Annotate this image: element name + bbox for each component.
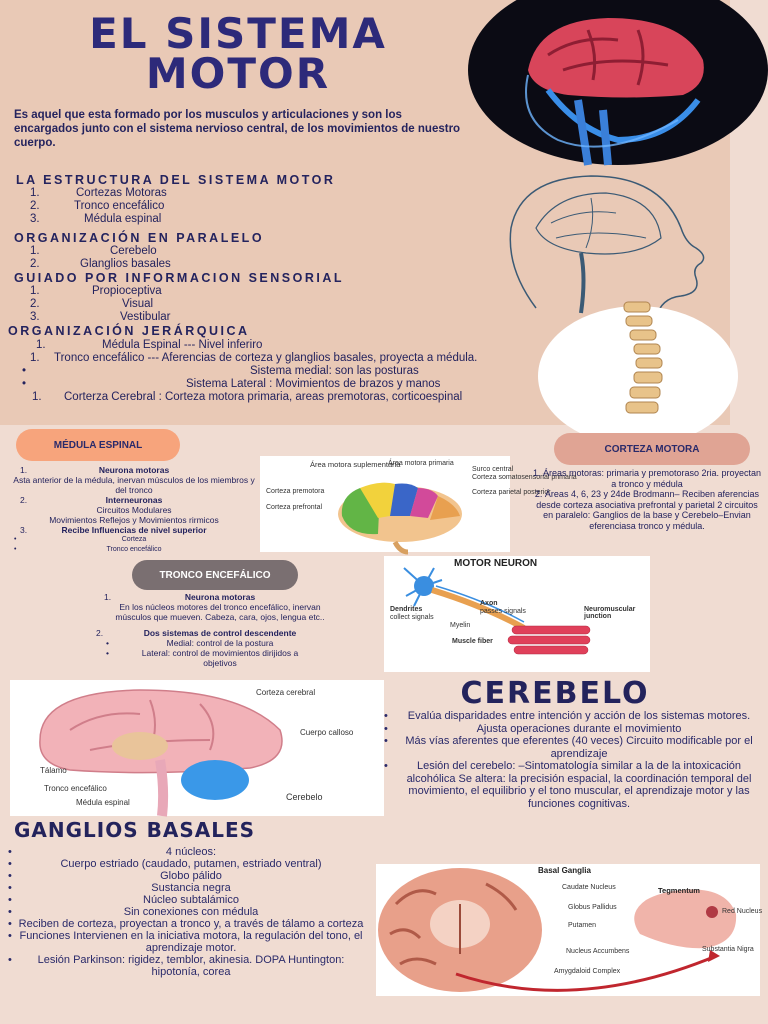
list-item: 2. Visual [30, 298, 154, 310]
cerebelo-title: CEREBELO [460, 676, 650, 711]
label-axon-sub: passes signals [480, 608, 526, 615]
list-item: 1. Neurona motoras [104, 592, 256, 602]
brain-skull-image [468, 0, 768, 165]
medula-list [10, 465, 258, 555]
cerebelo-list [384, 710, 764, 810]
list-item: 2. Dos sistemas de control descendente [96, 628, 297, 638]
list-item: • Sistema medial: son las posturas [22, 365, 419, 377]
sensorial-list [30, 285, 330, 324]
label-corteza-prefrontal: Corteza prefrontal [266, 504, 323, 511]
label-dendrites-sub: collect signals [390, 614, 434, 621]
list-item: En los núcleos motores del tronco encefálico, inervan músculos que mueven. Cabeza, cara, ojos, lengua etc.. [115, 602, 325, 622]
list-item: • Tronco encefálico [14, 546, 162, 553]
list-item: Circuitos Modulares [96, 505, 172, 515]
label-putamen: Putamen [568, 922, 597, 929]
list-item: 2. Tronco encefálico [30, 200, 165, 212]
label-surco-central: Surco central [472, 466, 514, 473]
motor-neuron-title: MOTOR NEURON [454, 558, 538, 569]
label-nucleus-accumbens: Nucleus Accumbens [566, 948, 630, 955]
label-substantia-nigra: Substantia Nigra [702, 946, 754, 953]
estructura-heading: LA ESTRUCTURA DEL SISTEMA MOTOR [16, 173, 336, 187]
jerarquica-list [22, 339, 722, 404]
label-corteza-cerebral: Corteza cerebral [256, 688, 316, 697]
list-item: 3. Médula espinal [30, 213, 162, 225]
list-item: 1. Médula Espinal --- Nivel inferiro [36, 339, 263, 351]
list-item: 3. Vestibular [30, 311, 171, 323]
corteza-text: 1. Áreas motoras: primaria y premotoraso 2ria. proyectan a tronco y médula 2. Áreas 4, 6, 23 y 24de Brodmann– Reciben aferencias desde corteza asociativa prefrontal y parietal 2 circuitos en paralelo: Ganglios de la base y Cerebelo–Envian eferenciasa tronco y médula. [532, 468, 762, 531]
label-nmj: Neuromuscular junction [584, 606, 636, 620]
label-globus-pallidus: Globus Pallidus [568, 904, 617, 911]
list-item: Movimientos Reflejos y Movimientos rirmicos [49, 515, 219, 525]
ganglios-list [8, 846, 364, 978]
label-amygdaloid: Amygdaloid Complex [554, 968, 621, 975]
list-item: Asta anterior de la médula, inervan músculos de los miembros y del tronco [13, 475, 255, 495]
corteza-motora-pill: CORTEZA MOTORA [554, 433, 750, 465]
page-title [18, 9, 458, 98]
tegmentum-title: Tegmentum [658, 886, 700, 895]
label-corteza-parietal: Corteza parietal posterior [472, 489, 551, 496]
list-item: • Medial: control de la postura [106, 638, 274, 648]
list-item: • Funciones Intervienen en la iniciativa motora, la regulación del tono, el aprendizaje motor. [8, 930, 364, 954]
list-item: • 4 núcleos: [8, 846, 364, 858]
label-talamo: Tálamo [40, 766, 67, 775]
basal-ganglia-title: Basal Ganglia [538, 866, 591, 875]
label-corteza-somatosensorial: Corteza somatosensorial primaria [472, 474, 577, 481]
list-item: 1. Cortezas Motoras [30, 187, 167, 199]
list-item: 1. Neurona motoras [20, 465, 170, 475]
tronco-encefalico-pill: TRONCO ENCEFÁLICO [132, 560, 298, 590]
list-item: • Lateral: control de movimientos dirijidos a objetivos [106, 648, 299, 668]
list-item: 1. Propioceptiva [30, 285, 162, 297]
list-item: 3. Recibe Influencias de nivel superior [20, 525, 207, 535]
title-line-2: MOTOR [145, 49, 331, 98]
ganglios-title: GANGLIOS BASALES [14, 818, 256, 842]
list-item: 1. Corterza Cerebral : Corteza motora primaria, areas premotoras, corticoespinal [32, 391, 463, 403]
list-item: • Cuerpo estriado (caudado, putamen, estriado ventral) [8, 858, 364, 870]
label-red-nucleus: Red Nucleus [722, 908, 763, 915]
motor-neuron-image [384, 556, 650, 672]
list-item: • Lesión del cerebelo: –Sintomatología similar a la de la intoxicación alcohólica Se altera: la precisión espacial, la coordinación temporal del movimiento, el equilibrio y el tono muscular, el aprendizaje motor y las funciones cognitivas. [384, 760, 764, 810]
label-dendrites: Dendrites [390, 606, 423, 613]
label-axon: Axon [480, 600, 498, 607]
list-item: 2. Glanglios basales [30, 258, 171, 270]
list-item: • Más vías aferentes que eferentes (40 veces) Circuito modificable por el aprendizaje [384, 735, 764, 760]
list-item: • Ajusta operaciones durante el movimiento [384, 723, 764, 736]
jerarquica-heading: ORGANIZACIÓN JERÁRQUICA [8, 324, 250, 338]
medula-espinal-pill: MÉDULA ESPINAL [16, 429, 180, 461]
label-myelin: Myelin [450, 622, 471, 629]
label-muscle: Muscle fiber [452, 638, 493, 645]
list-item: • Núcleo subtalámico [8, 894, 364, 906]
list-item: 2. Interneuronas [20, 495, 163, 505]
label-corteza-premotora: Corteza premotora [266, 488, 325, 495]
motor-cortex-image [260, 456, 577, 552]
label-cerebelo: Cerebelo [286, 792, 323, 802]
label-medula: Médula espinal [76, 798, 130, 807]
brain-sagittal-image [10, 680, 384, 816]
title-line-1: EL SISTEMA [89, 9, 387, 58]
paralelo-list [30, 245, 330, 271]
label-caudate: Caudate Nucleus [562, 884, 616, 891]
list-item: 1. Tronco encefálico --- Aferencias de corteza y glanglios basales, proyecta a médula. [30, 352, 478, 364]
list-item: • Sistema Lateral : Movimientos de brazos y manos [22, 378, 441, 390]
basal-ganglia-image [376, 864, 763, 996]
list-item: • Reciben de corteza, proyectan a tronco y, a través de tálamo a corteza [8, 918, 364, 930]
list-item: • Lesión Parkinson: rigidez, temblor, akinesia. DOPA Huntington: hipotonía, corea [8, 954, 364, 978]
list-item: 1. Cerebelo [30, 245, 157, 257]
intro-text: Es aquel que esta formado por los musculos y articulaciones y son los encargados junto con el sistema nervioso central, de los movimientos de nuestro cuerpo. [14, 109, 461, 149]
label-area-suplementaria: Área motora suplementaria [310, 460, 401, 469]
paralelo-heading: ORGANIZACIÓN EN PARALELO [14, 231, 265, 245]
list-item: • Evalúa disparidades entre intención y acción de los sistemas motores. [384, 710, 764, 723]
sensorial-heading: GUIADO POR INFORMACION SENSORIAL [14, 271, 345, 285]
list-item: • Sin conexiones con médula [8, 906, 364, 918]
list-item: • Sustancia negra [8, 882, 364, 894]
tronco-list [96, 592, 344, 668]
list-item: • Corteza [14, 536, 147, 543]
label-cuerpo-calloso: Cuerpo calloso [300, 728, 354, 737]
estructura-list [30, 187, 330, 226]
list-item: • Globo pálido [8, 870, 364, 882]
label-area-primaria: Área motora primaria [388, 460, 454, 467]
label-tronco: Tronco encefálico [44, 784, 107, 793]
